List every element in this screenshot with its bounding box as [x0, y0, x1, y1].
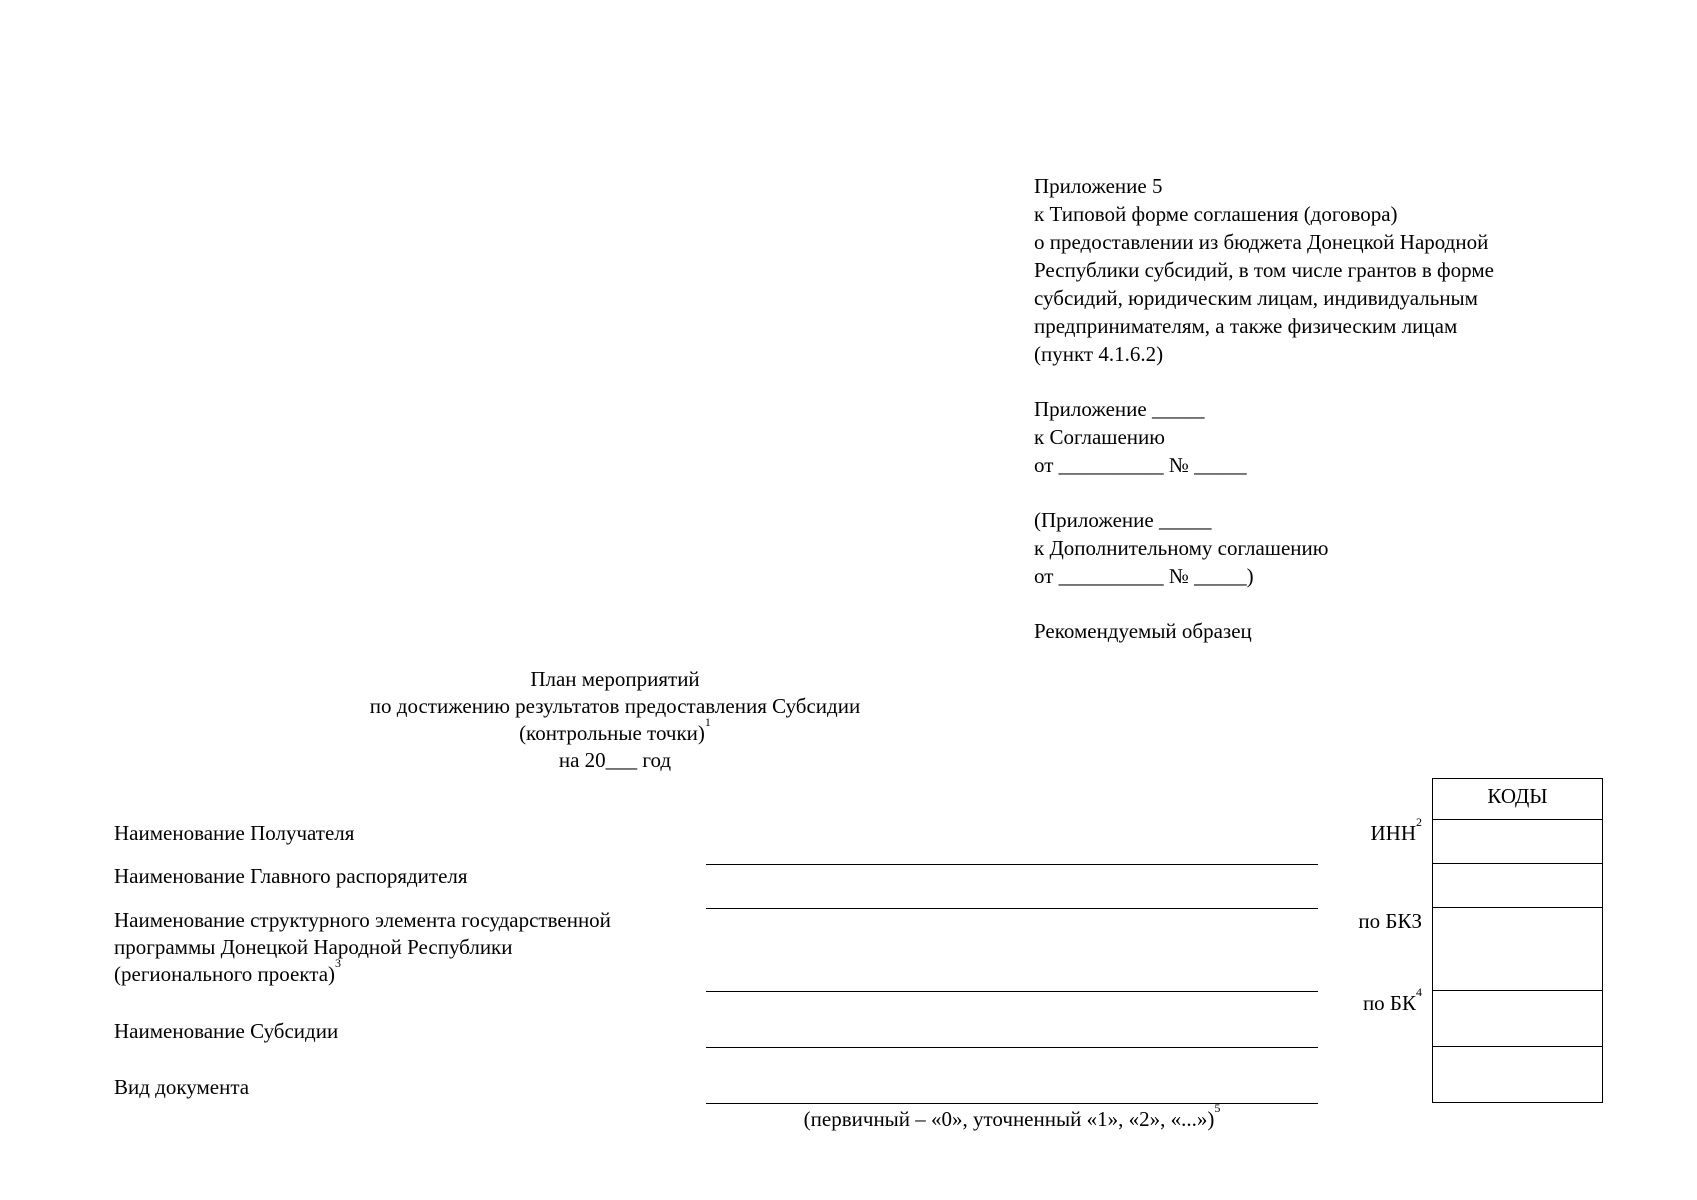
document-type-note: [706, 1101, 1318, 1133]
appendix-line: о предоставлении из бюджета Донецкой Народной: [1034, 230, 1489, 254]
appendix-header: [1034, 172, 1594, 645]
agreement-from: от __________ № _____: [1034, 453, 1247, 477]
title-line-3: [0, 715, 1230, 747]
structural-element-line-3-text: (регионального проекта): [114, 962, 336, 986]
bk-code-cell[interactable]: [1433, 991, 1602, 1047]
agreement-to: к Соглашению: [1034, 425, 1165, 449]
subsidy-label: Наименование Субсидии: [114, 1019, 339, 1043]
appendix-line: предпринимателям, а также физическим лицам: [1034, 314, 1458, 338]
appendix-line: субсидий, юридическим лицам, индивидуальным: [1034, 286, 1478, 310]
codes-header: КОДЫ: [1433, 779, 1602, 820]
document-type-code-cell[interactable]: [1433, 1047, 1602, 1102]
subsidy-fill-line[interactable]: [706, 1047, 1318, 1048]
footnote-marker: 2: [1416, 815, 1422, 829]
recommended-sample: Рекомендуемый образец: [1034, 619, 1252, 643]
footnote-marker: 4: [1416, 985, 1422, 999]
structural-element-line-3: [114, 956, 611, 988]
codes-table: [1432, 778, 1603, 1103]
structural-element-line-1: Наименование структурного элемента государственной: [114, 908, 611, 932]
footnote-marker: 1: [704, 715, 711, 729]
inn-label: [1302, 815, 1422, 847]
additional-appendix: (Приложение _____: [1034, 508, 1212, 532]
additional-to: к Дополнительному соглашению: [1034, 536, 1329, 560]
inn-label-text: ИНН: [1370, 821, 1416, 845]
inn-code-cell[interactable]: [1433, 820, 1602, 864]
appendix-line: к Типовой форме соглашения (договора): [1034, 202, 1398, 226]
additional-from: от __________ № _____): [1034, 564, 1254, 588]
recipient-label: Наименование Получателя: [114, 821, 355, 845]
title-line-1: План мероприятий: [530, 667, 700, 691]
title-line-3-text: (контрольные точки): [519, 721, 705, 745]
document-type-fill-line[interactable]: [706, 1103, 1318, 1104]
main-manager-label: Наименование Главного распорядителя: [114, 864, 468, 888]
title-line-4: на 20___ год: [558, 748, 672, 772]
document-type-label: Вид документа: [114, 1075, 250, 1099]
bk-label: [1302, 985, 1422, 1017]
appendix-line: (пункт 4.1.6.2): [1034, 342, 1164, 366]
bkz-code-cell[interactable]: [1433, 908, 1602, 991]
recipient-fill-line[interactable]: [706, 864, 1318, 865]
structural-element-fill-line[interactable]: [706, 991, 1318, 992]
footnote-marker: 5: [1214, 1101, 1221, 1115]
appendix-title: Приложение 5: [1034, 174, 1163, 198]
title-line-2: по достижению результатов предоставления Субсидии: [369, 694, 861, 718]
structural-element-line-2: программы Донецкой Народной Республики: [114, 935, 513, 959]
structural-element-label: [114, 907, 611, 988]
main-manager-fill-line[interactable]: [706, 908, 1318, 909]
footnote-marker: 3: [335, 956, 342, 970]
document-title: [0, 666, 1697, 774]
document-type-note-text: (первичный – «0», уточненный «1», «2», «...»): [803, 1107, 1215, 1131]
bk-label-text: по БК: [1362, 991, 1416, 1015]
bkz-label: по БКЗ: [1358, 909, 1422, 933]
main-manager-code-cell[interactable]: [1433, 864, 1602, 908]
appendix-line: Республики субсидий, в том числе грантов в форме: [1034, 258, 1494, 282]
agreement-appendix: Приложение _____: [1034, 397, 1205, 421]
